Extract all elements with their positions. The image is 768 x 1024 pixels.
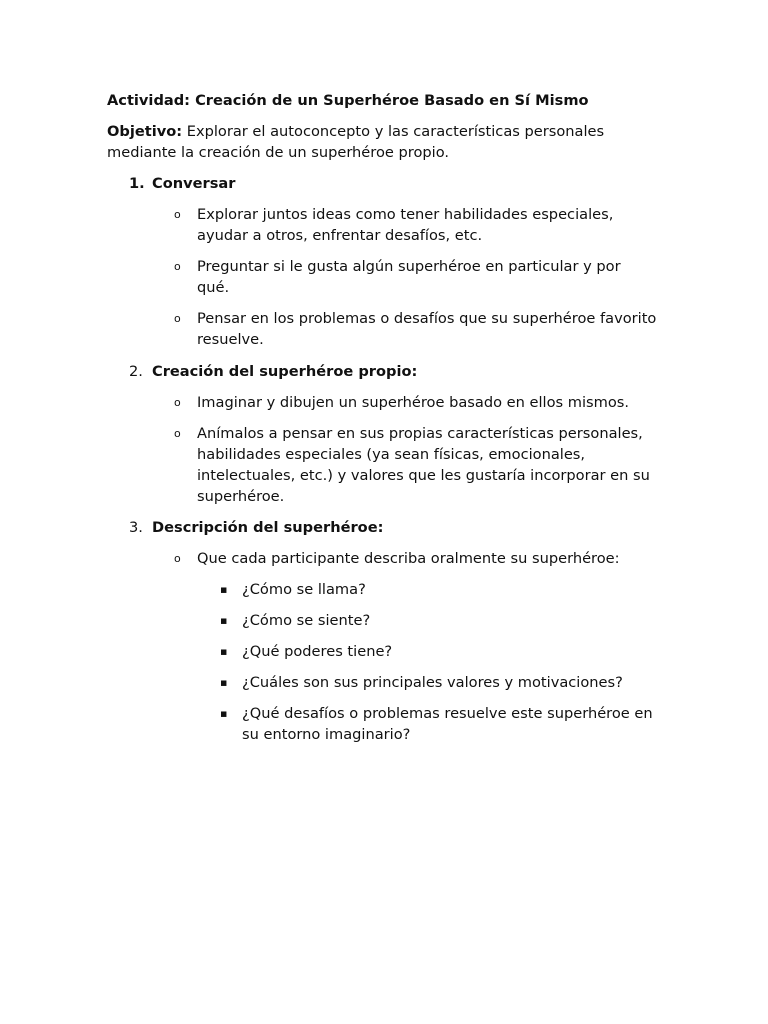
list-item-text: Pensar en los problemas o desafíos que su superhéroe favorito resuelve. [197, 310, 657, 348]
objective-text: Explorar el autoconcepto y las características personales mediante la creación de un superhéroe propio. [107, 123, 605, 161]
square-bullet-icon: ▪ [220, 707, 228, 720]
question-text: ¿Cómo se llama? [242, 581, 366, 598]
question-text: ¿Qué desafíos o problemas resuelve este superhéroe en su entorno imaginario? [242, 705, 653, 743]
list-item-text: Explorar juntos ideas como tener habilidades especiales, ayudar a otros, enfrentar desafíos, etc. [197, 206, 614, 244]
section-descripcion [129, 517, 669, 745]
list-item-text: Anímalos a pensar en sus propias características personales, habilidades especiales (ya sean físicas, emocionales, intelectuales, etc.) y valores que les gustaría incorporar en su superhéroe. [197, 425, 650, 505]
circle-bullet-icon: o [174, 552, 181, 565]
section-creacion [129, 361, 669, 507]
circle-bullet-icon: o [174, 260, 181, 273]
objective-label: Objetivo: [107, 123, 183, 140]
section-conversar [129, 173, 669, 350]
section-title: Creación del superhéroe propio: [152, 363, 418, 380]
list-item-text: Que cada participante describa oralmente su superhéroe: [197, 550, 620, 567]
question-item [129, 610, 657, 631]
question-text: ¿Cómo se siente? [242, 612, 371, 629]
circle-bullet-icon: o [174, 208, 181, 221]
section-heading [129, 173, 669, 194]
section-heading [129, 517, 669, 538]
list-item [129, 423, 657, 507]
document-title: Actividad: Creación de un Superhéroe Basado en Sí Mismo [107, 92, 589, 109]
list-item [129, 308, 657, 350]
question-item [129, 672, 657, 693]
question-item [129, 579, 657, 600]
section-number: 2. [129, 363, 143, 380]
list-item [129, 392, 657, 413]
circle-bullet-icon: o [174, 396, 181, 409]
question-item [129, 641, 657, 662]
list-item-text: Preguntar si le gusta algún superhéroe en particular y por qué. [197, 258, 621, 296]
square-bullet-icon: ▪ [220, 645, 228, 658]
objective-paragraph [107, 121, 647, 163]
list-item [129, 548, 657, 569]
section-number: 3. [129, 519, 143, 536]
square-bullet-icon: ▪ [220, 676, 228, 689]
section-heading [129, 361, 669, 382]
question-text: ¿Cuáles son sus principales valores y motivaciones? [242, 674, 623, 691]
section-title: Conversar [152, 175, 236, 192]
section-title: Descripción del superhéroe: [152, 519, 384, 536]
list-item-text: Imaginar y dibujen un superhéroe basado en ellos mismos. [197, 394, 630, 411]
circle-bullet-icon: o [174, 312, 181, 325]
section-number: 1. [129, 175, 145, 192]
sub-list [129, 548, 669, 569]
question-item [129, 703, 657, 745]
list-item [129, 256, 657, 298]
square-bullet-icon: ▪ [220, 583, 228, 596]
question-list [129, 579, 669, 745]
sub-list [129, 204, 669, 350]
list-item [129, 204, 657, 246]
question-text: ¿Qué poderes tiene? [242, 643, 393, 660]
square-bullet-icon: ▪ [220, 614, 228, 627]
circle-bullet-icon: o [174, 427, 181, 440]
sub-list [129, 392, 669, 507]
